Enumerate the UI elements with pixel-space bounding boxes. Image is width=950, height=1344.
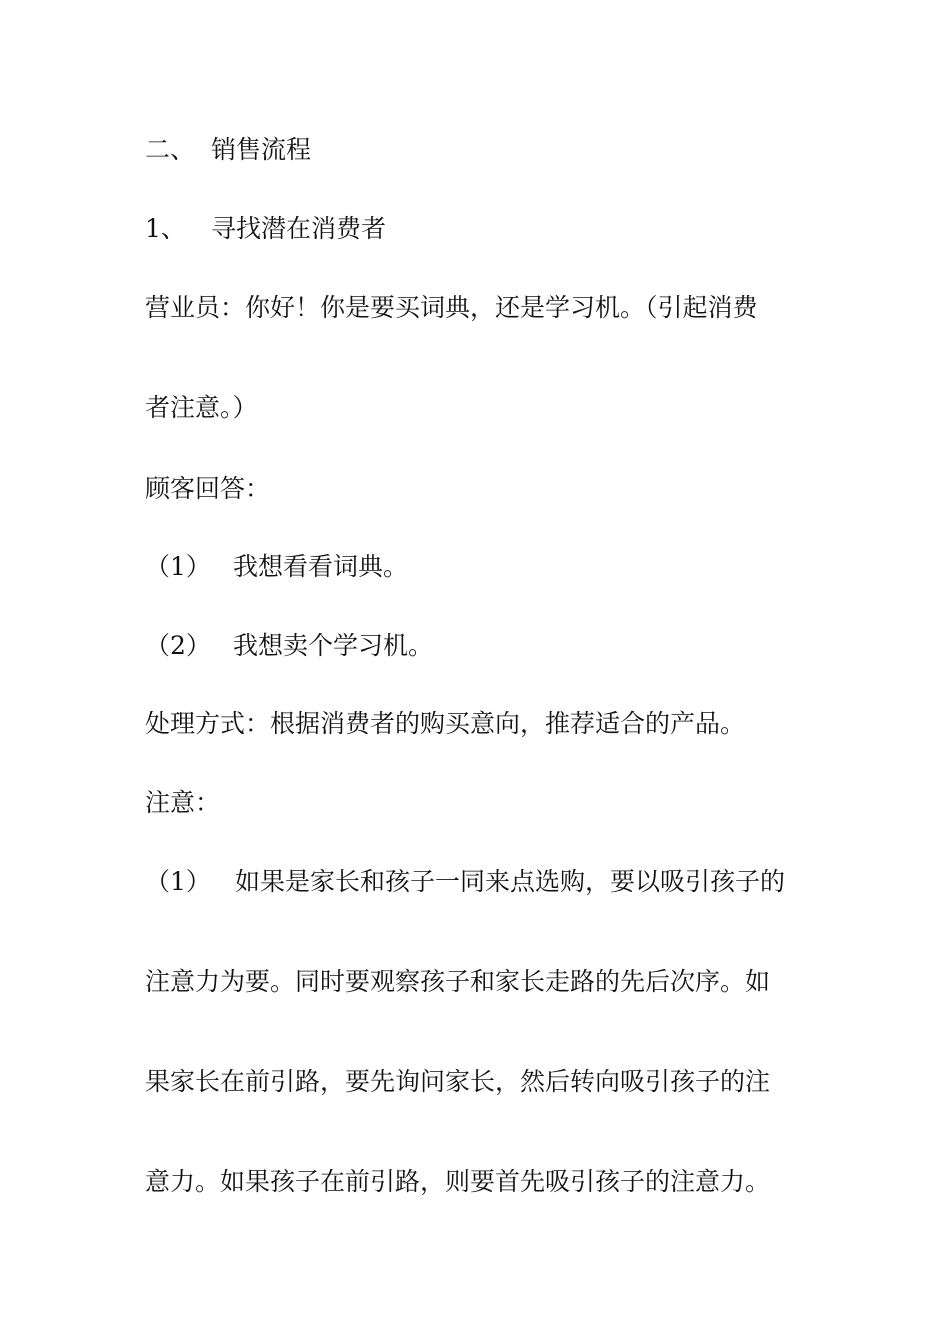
note-label: 注意： <box>145 788 221 817</box>
handling-paragraph: 处理方式：根据消费者的购买意向，推荐适合的产品。 <box>145 709 746 738</box>
note-marker-1: （1） <box>145 867 211 896</box>
answer-item-1 <box>145 551 408 583</box>
clerk-line-1: 营业员：你好！你是要买词典，还是学习机。（引起消费 <box>145 293 758 322</box>
step-heading <box>145 213 386 245</box>
answer-item-2 <box>145 630 433 662</box>
answer-text-1: 我想看看词典。 <box>233 552 409 581</box>
section-heading <box>145 134 311 166</box>
note-item-1-line-4: 意力。如果孩子在前引路，则要首先吸引孩子的注意力。 <box>145 1167 771 1196</box>
answer-marker-1: （1） <box>145 552 211 581</box>
section-number: 二、 <box>145 135 196 164</box>
step-number: 1、 <box>145 214 186 243</box>
answer-text-2: 我想卖个学习机。 <box>233 631 434 660</box>
step-title: 寻找潜在消费者 <box>211 214 387 243</box>
clerk-line-2: 者注意。） <box>145 393 258 422</box>
answer-marker-2: （2） <box>145 631 211 660</box>
customer-label: 顾客回答： <box>145 474 271 503</box>
note-item-1-line-1 <box>145 866 785 898</box>
note-text-1: 如果是家长和孩子一同来点选购，要以吸引孩子的 <box>235 867 786 896</box>
note-item-1-line-2: 注意力为要。同时要观察孩子和家长走路的先后次序。如 <box>145 967 771 996</box>
section-title: 销售流程 <box>211 135 312 164</box>
note-item-1-line-3: 果家长在前引路，要先询问家长，然后转向吸引孩子的注 <box>145 1067 771 1096</box>
